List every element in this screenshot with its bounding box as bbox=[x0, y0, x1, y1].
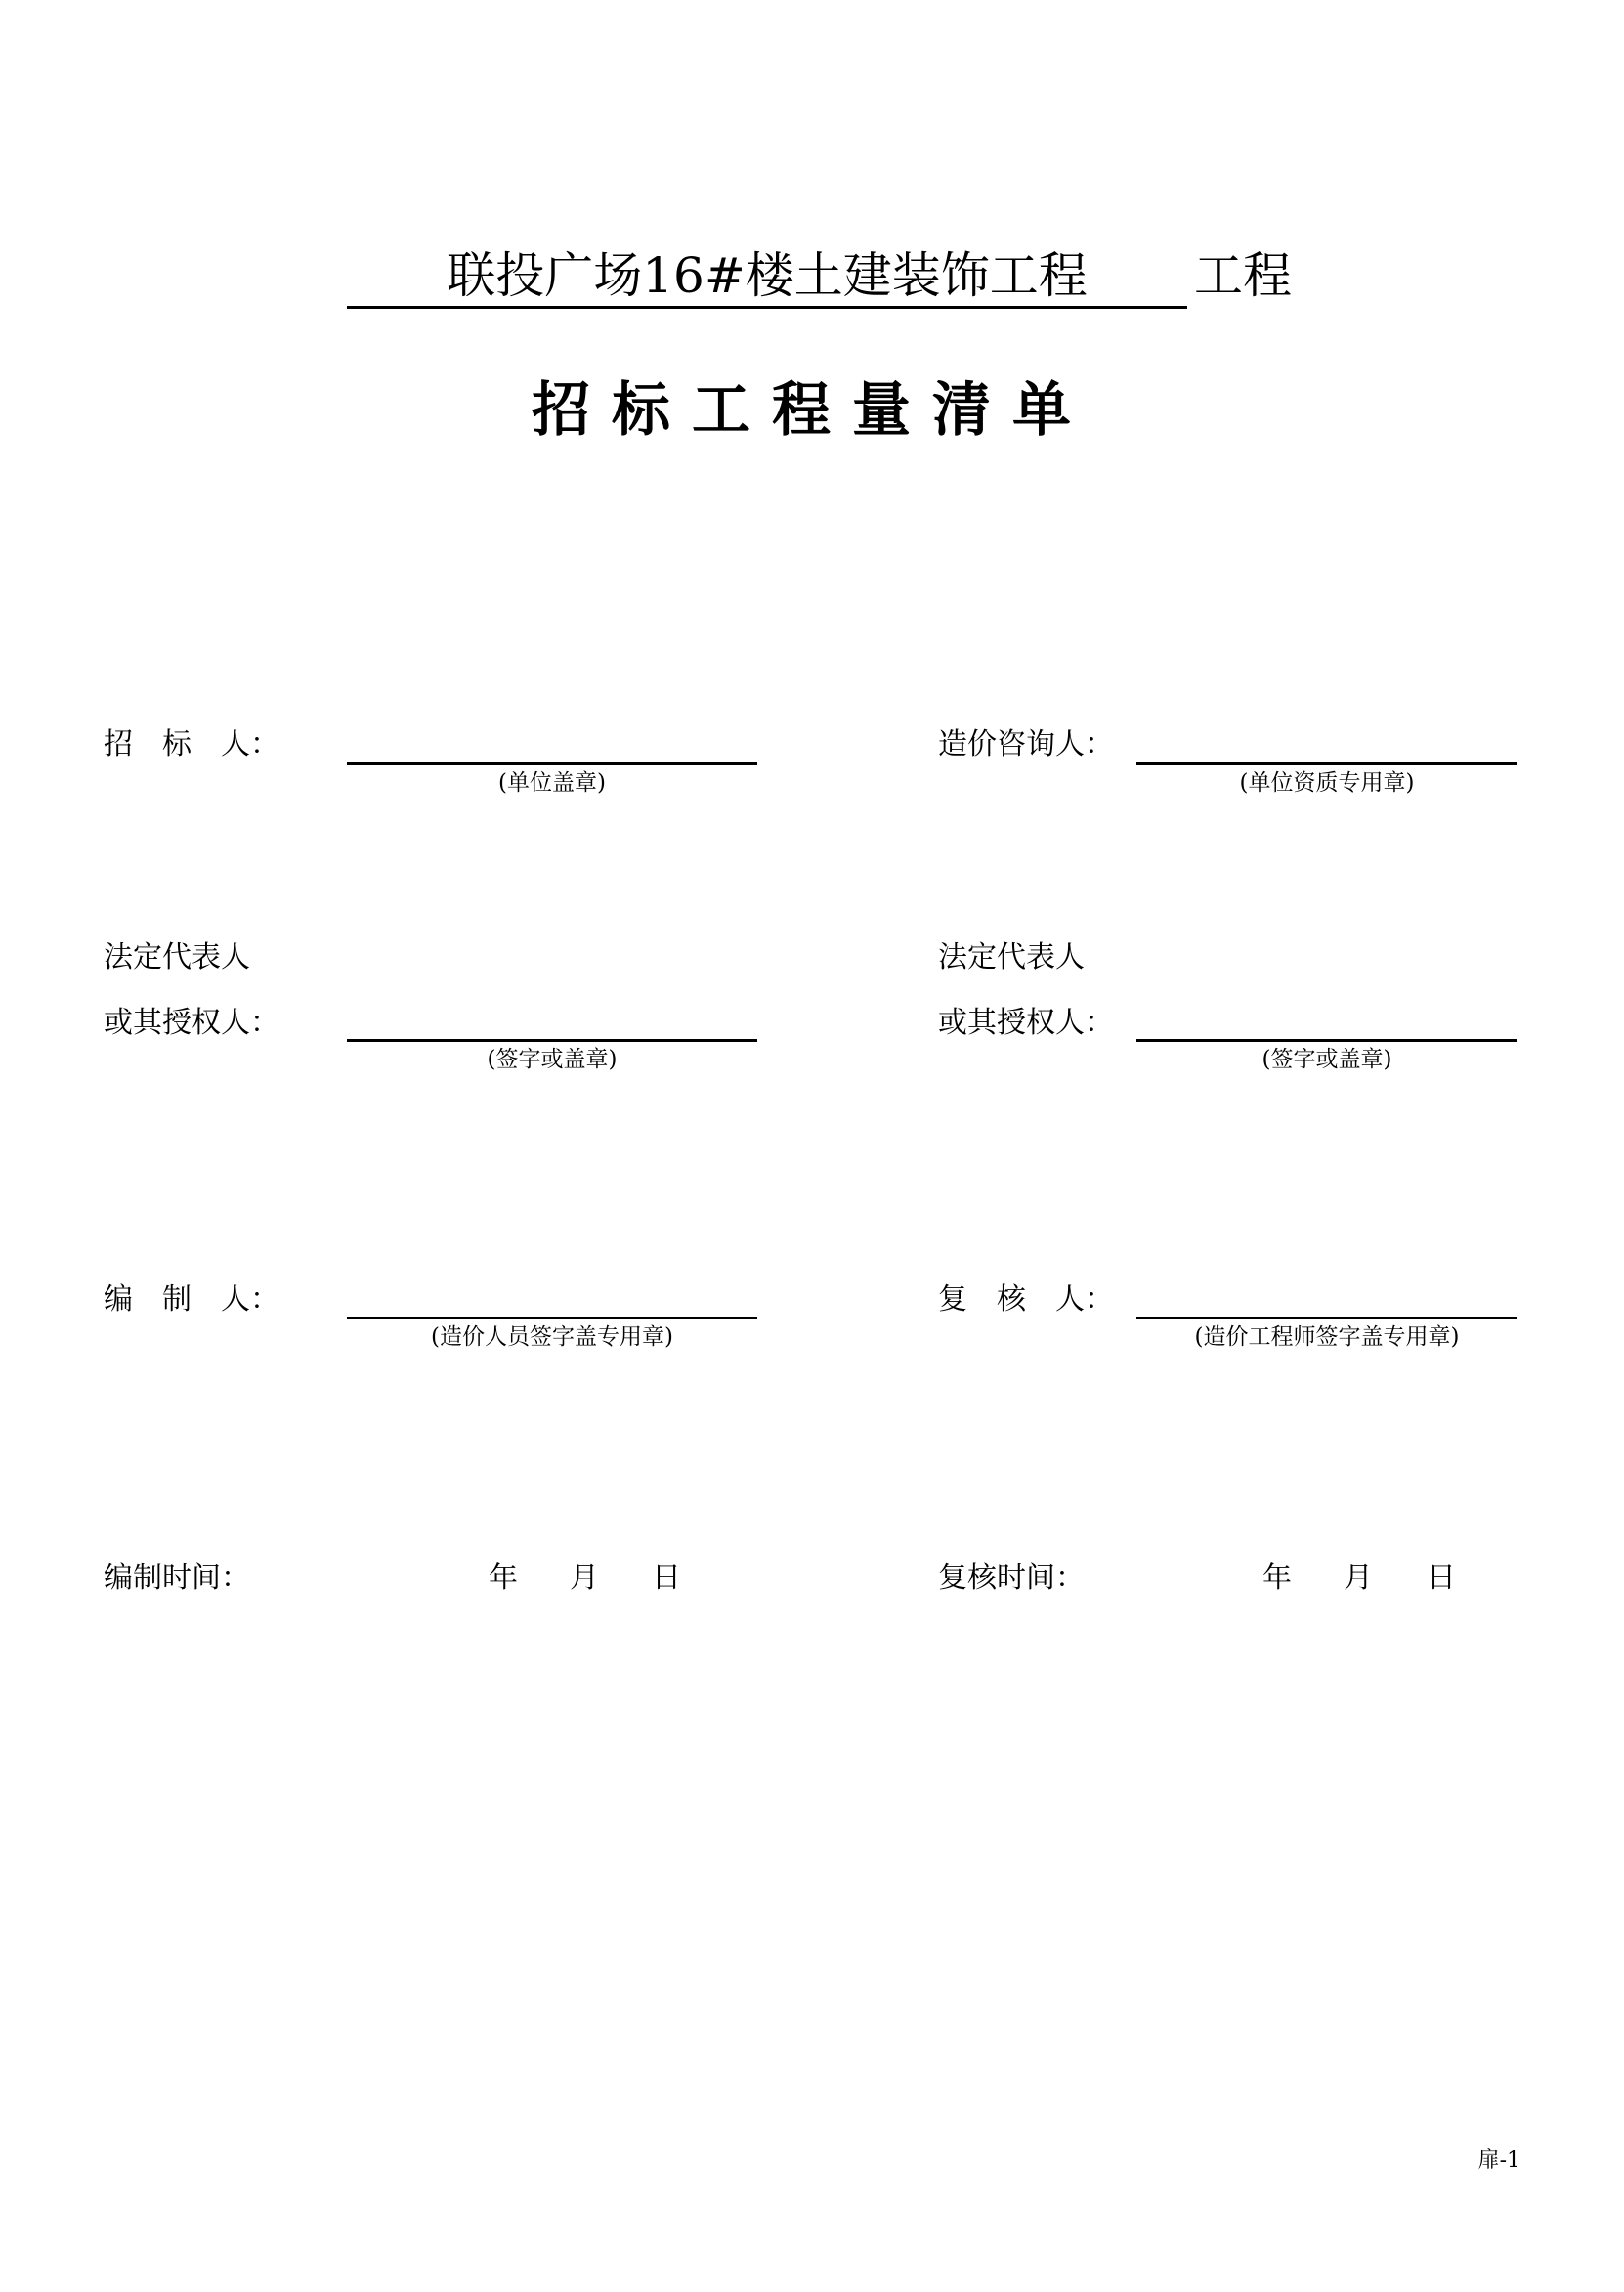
review-day-label: 日 bbox=[1427, 1561, 1456, 1595]
right-legal-rep-hint: (签字或盖章) bbox=[1261, 1047, 1392, 1072]
compile-time-label: 编制时间： bbox=[104, 1561, 250, 1595]
reviewer-label: 复 核 人： bbox=[938, 1282, 1114, 1317]
consultant-label: 造价咨询人： bbox=[938, 727, 1114, 761]
project-name-underline bbox=[347, 306, 1187, 309]
compile-day-label: 日 bbox=[652, 1561, 681, 1595]
reviewer-hint: (造价工程师签字盖专用章) bbox=[1194, 1324, 1460, 1350]
compile-year-label: 年 bbox=[489, 1561, 518, 1595]
left-legal-rep-label-1: 法定代表人 bbox=[104, 940, 250, 974]
review-year-label: 年 bbox=[1262, 1561, 1292, 1595]
tenderer-label: 招 标 人： bbox=[104, 727, 279, 761]
review-month-label: 月 bbox=[1344, 1561, 1373, 1595]
page-number: 扉-1 bbox=[1477, 2148, 1520, 2173]
compiler-signature-line[interactable] bbox=[347, 1317, 757, 1319]
document-title: 招标工程量清单 bbox=[532, 376, 1092, 445]
consultant-hint: (单位资质专用章) bbox=[1239, 770, 1415, 796]
right-legal-rep-label-2: 或其授权人： bbox=[938, 1006, 1114, 1040]
right-legal-rep-label-1: 法定代表人 bbox=[938, 940, 1085, 974]
compile-month-label: 月 bbox=[570, 1561, 599, 1595]
review-time-label: 复核时间： bbox=[938, 1561, 1085, 1595]
left-legal-rep-label-2: 或其授权人： bbox=[104, 1006, 279, 1040]
right-legal-rep-signature-line[interactable] bbox=[1136, 1039, 1517, 1042]
consultant-signature-line[interactable] bbox=[1136, 762, 1517, 765]
project-suffix: 工程 bbox=[1194, 247, 1292, 304]
compiler-hint: (造价人员签字盖专用章) bbox=[431, 1324, 673, 1350]
tenderer-hint: (单位盖章) bbox=[498, 770, 606, 796]
compiler-label: 编 制 人： bbox=[104, 1282, 279, 1317]
reviewer-signature-line[interactable] bbox=[1136, 1317, 1517, 1319]
project-name: 联投广场16#楼土建装饰工程 bbox=[447, 247, 1088, 304]
left-legal-rep-hint: (签字或盖章) bbox=[487, 1047, 618, 1072]
tenderer-signature-line[interactable] bbox=[347, 762, 757, 765]
left-legal-rep-signature-line[interactable] bbox=[347, 1039, 757, 1042]
